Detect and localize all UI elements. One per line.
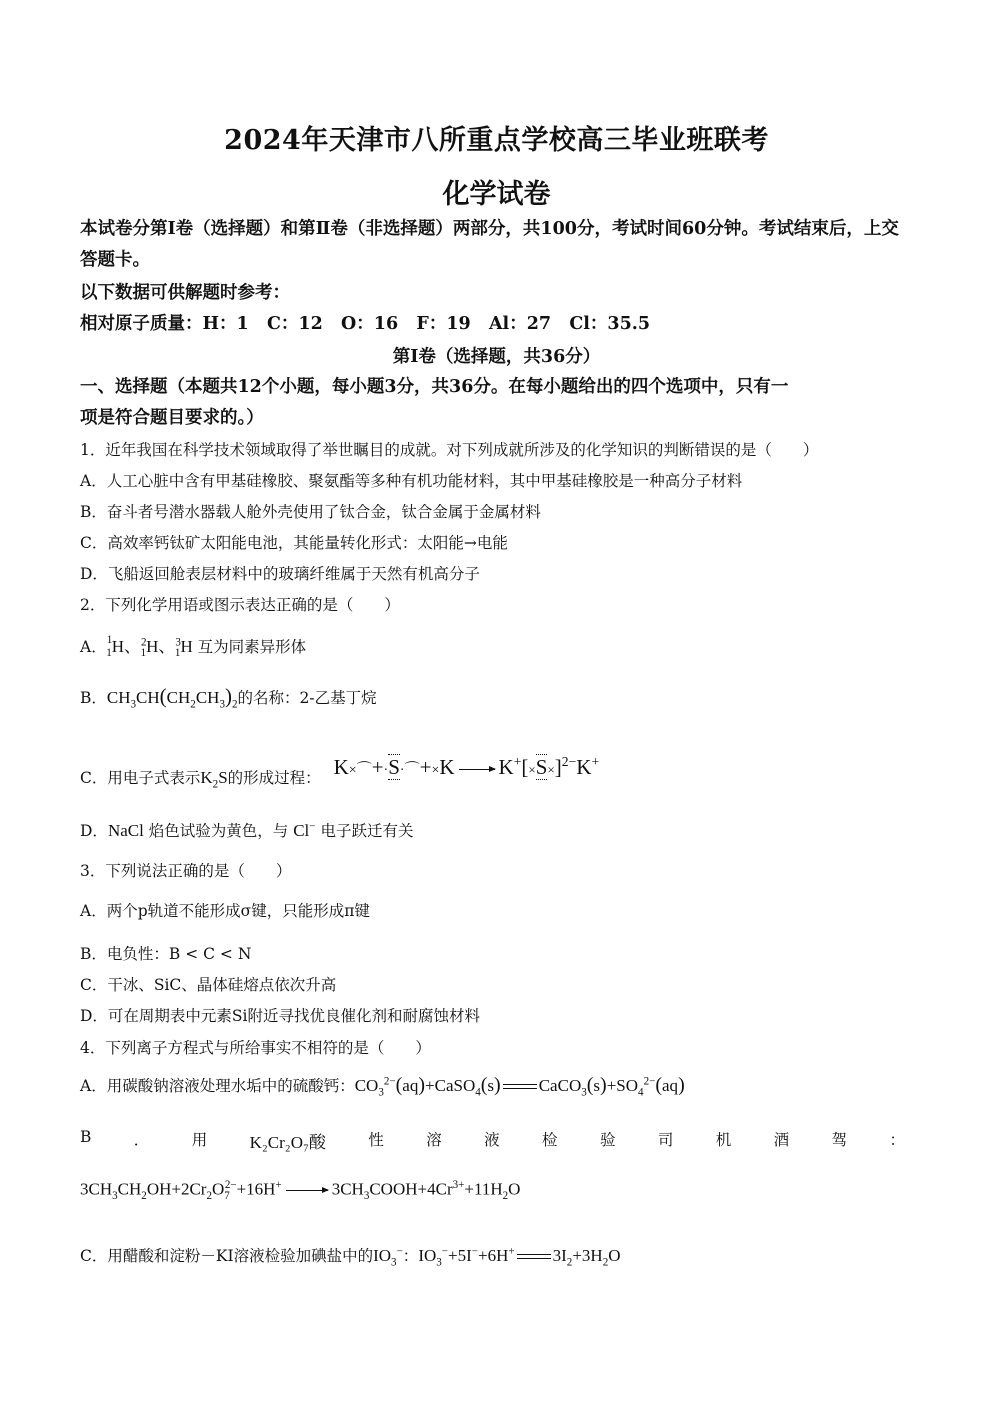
q4-b-char: 溶 xyxy=(426,1131,442,1149)
q3-option-c: C．干冰、SiC、晶体硅熔点依次升高 xyxy=(80,976,337,994)
q2-option-a xyxy=(80,632,920,659)
q4-c-text: C．用醋酸和淀粉－KI溶液检验加碘盐中的 xyxy=(80,1247,374,1265)
q4-a-equation: $CO_3^{2-}(aq)+CaSO_4(s)$ $CaCO_3(s)+SO_4^{2-}(aq)$ xyxy=(354,1074,685,1099)
q2-c-prefix: C．用电子式表示 xyxy=(80,769,201,787)
q3-option-d: D．可在周期表中元素Si附近寻找优良催化剂和耐腐蚀材料 xyxy=(80,1007,481,1025)
q4-a-text: A．用碳酸钠溶液处理水垢中的硫酸钙： xyxy=(80,1077,355,1095)
q2-b-formula: $CH_3CH(CH_2CH_3)_2$ xyxy=(106,684,238,711)
q4-b-char: 司 xyxy=(657,1131,674,1149)
q1-option-b: B．奋斗者号潜水器载人舱外壳使用了钛合金，钛合金属于金属材料 xyxy=(80,503,541,521)
q4-option-a xyxy=(80,1074,920,1098)
q4-b-char: 性 xyxy=(368,1131,384,1149)
q2-a-text: 互为同素异形体 xyxy=(197,638,307,656)
q2-option-d: D．NaCl 焰色试验为黄色，与 Cl− 电子跃迁有关 xyxy=(80,820,414,840)
q2-a-isotopes: $^1_1$H、$^2_1$H、$^3_1$H xyxy=(106,634,193,660)
q4-b-equation: $3CH_3CH_2OH+2Cr_2O_7^{2-}+16H^+$ $3CH_3COOH+4Cr^{3+}+11H_2O$ xyxy=(80,1179,521,1203)
q2-d-text2: 电子跃迁有关 xyxy=(320,822,414,840)
q2-option-b xyxy=(80,684,920,710)
q4-b-char: 验 xyxy=(599,1131,616,1149)
exam-intro: 本试卷分第Ⅰ卷（选择题）和第Ⅱ卷（非选择题）两部分，共100分，考试时间60分钟。考试结束后，上交答题卡。 xyxy=(80,219,899,270)
q2-c-mid: 的形成过程： xyxy=(227,769,321,787)
q4-c-equation: $IO_3^-+5I^-+6H^+$ $3I_2+3H_2O$ xyxy=(418,1245,621,1269)
q1-option-c: C．高效率钙钛矿太阳能电池，其能量转化形式：太阳能→电能 xyxy=(80,534,508,552)
electron-formula-diagram: K×⌒+·S·⌒+×K $K^+[\times S\times]^{2-}K^+$ xyxy=(333,754,600,779)
section-heading: 第Ⅰ卷（选择题，共36分） xyxy=(392,347,601,367)
q3-stem: 3．下列说法正确的是（ ） xyxy=(80,862,292,880)
section-instruction-1: 一、选择题（本题共12个小题，每小题3分，共36分。在每小题给出的四个选项中，只有一 xyxy=(80,377,789,397)
reference-note: 以下数据可供解题时参考： xyxy=(80,283,290,303)
q4-b-char: 检 xyxy=(542,1131,558,1149)
q2-b-text: 的名称：2-乙基丁烷 xyxy=(237,689,377,707)
q3-option-b: B．电负性：B < C < N xyxy=(80,945,252,963)
q3-option-a: A．两个p轨道不能形成σ键，只能形成π键 xyxy=(80,902,370,920)
q2-option-c: C．用电子式表示$K_2S$的形成过程： K×⌒+·S·⌒+×K $K^+[\times S\times]^{2-}K^+$ xyxy=(80,754,600,791)
q4-stem: 4．下列离子方程式与所给事实不相符的是（ ） xyxy=(80,1039,431,1057)
exam-subtitle: 化学试卷 xyxy=(442,179,551,210)
q2-stem: 2．下列化学用语或图示表达正确的是（ ） xyxy=(80,596,400,614)
q1-option-a: A．人工心脏中含有甲基硅橡胶、聚氨酯等多种有机功能材料，其中甲基硅橡胶是一种高分子材料 xyxy=(80,472,743,490)
q2-b-prefix: B． xyxy=(80,689,107,707)
q2-a-prefix: A． xyxy=(80,638,107,656)
q4-b-char: 驾 xyxy=(831,1131,848,1149)
q4-b-char: 机 xyxy=(715,1131,732,1149)
q4-b-char: 液 xyxy=(484,1131,500,1149)
q4-b-char: ． xyxy=(133,1131,150,1149)
q4-b-char: 用 xyxy=(191,1131,208,1149)
section-instruction-2: 项是符合题目要求的。） xyxy=(80,408,264,428)
q4-option-c: C．用醋酸和淀粉－KI溶液检验加碘盐中的$IO_3^-$：$IO_3^-+5I^-+6H^+$ $3I_2+3H_2O$ xyxy=(80,1245,621,1269)
q4-b-char: B xyxy=(80,1128,92,1146)
q1-stem: 1．近年我国在科学技术领域取得了举世瞩目的成就。对下列成就所涉及的化学知识的判断错误的是（ ） xyxy=(80,441,819,459)
q4-option-b xyxy=(80,1128,905,1153)
q4-b-char: 酒 xyxy=(773,1131,790,1149)
q2-d-text: 焰色试验为黄色，与 xyxy=(148,822,289,840)
exam-title: 2024年天津市八所重点学校高三毕业班联考 xyxy=(224,125,769,156)
q2-d-prefix: D． xyxy=(80,822,108,840)
q4-b-char: K₂Cr₂O₇酸 xyxy=(249,1133,326,1152)
q1-option-d: D．飞船返回舱表层材料中的玻璃纤维属于天然有机高分子 xyxy=(80,565,480,583)
atomic-masses: 相对原子质量：H：1 C：12 O：16 F：19 Al：27 Cl：35.5 xyxy=(80,314,651,334)
q4-b-char: ： xyxy=(889,1131,905,1149)
